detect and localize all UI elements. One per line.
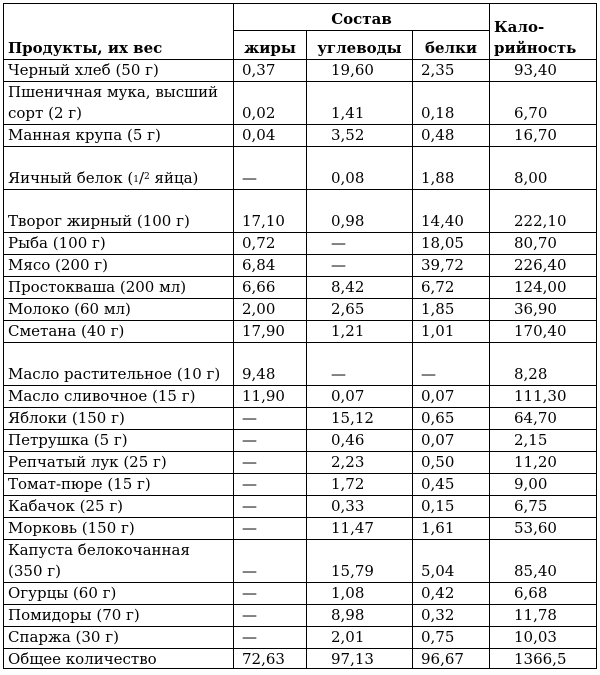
- product-name: Петрушка (5 г): [4, 430, 234, 452]
- nutrition-table: [3, 3, 597, 669]
- carbs-value: 0,08: [307, 147, 413, 190]
- fats-value: 0,37: [234, 60, 307, 82]
- calories-value: 124,00: [490, 277, 597, 299]
- carbs-value: 15,79: [307, 540, 413, 583]
- product-name: Морковь (150 г): [4, 518, 234, 540]
- carbs-value: 1,21: [307, 321, 413, 343]
- proteins-value: 39,72: [413, 255, 490, 277]
- calories-value: 64,70: [490, 408, 597, 430]
- fats-value: 11,90: [234, 386, 307, 408]
- fats-value: —: [234, 474, 307, 496]
- carbs-value: 11,47: [307, 518, 413, 540]
- table-row: [4, 147, 597, 190]
- table-row: [4, 430, 597, 452]
- carbs-value: —: [307, 233, 413, 255]
- proteins-value: 0,65: [413, 408, 490, 430]
- product-name: Творог жирный (100 г): [4, 190, 234, 233]
- table-row: [4, 408, 597, 430]
- total-fats: 72,63: [234, 649, 307, 669]
- product-name: [4, 147, 234, 190]
- fats-value: —: [234, 147, 307, 190]
- proteins-value: 1,88: [413, 147, 490, 190]
- fats-value: 17,90: [234, 321, 307, 343]
- fats-value: 9,48: [234, 343, 307, 386]
- carbs-value: 1,41: [307, 82, 413, 125]
- calories-value: 36,90: [490, 299, 597, 321]
- fraction-denominator: 2: [144, 172, 150, 182]
- table-row: [4, 82, 597, 125]
- product-name: Репчатый лук (25 г): [4, 452, 234, 474]
- product-name: Томат-пюре (15 г): [4, 474, 234, 496]
- proteins-value: 1,61: [413, 518, 490, 540]
- fats-value: 0,72: [234, 233, 307, 255]
- proteins-value: 1,85: [413, 299, 490, 321]
- product-name: Помидоры (70 г): [4, 605, 234, 627]
- total-calories: 1366,5: [490, 649, 597, 669]
- proteins-value: 0,50: [413, 452, 490, 474]
- fats-value: —: [234, 518, 307, 540]
- fats-value: 6,66: [234, 277, 307, 299]
- header-calories-line1: Кало-: [494, 18, 545, 36]
- calories-value: 226,40: [490, 255, 597, 277]
- proteins-value: 0,45: [413, 474, 490, 496]
- product-name: Спаржа (30 г): [4, 627, 234, 649]
- carbs-value: 0,07: [307, 386, 413, 408]
- product-name: Масло сливочное (15 г): [4, 386, 234, 408]
- proteins-value: 14,40: [413, 190, 490, 233]
- carbs-value: 0,98: [307, 190, 413, 233]
- calories-value: 222,10: [490, 190, 597, 233]
- proteins-value: 0,07: [413, 430, 490, 452]
- header-proteins: белки: [413, 31, 490, 60]
- calories-value: 8,28: [490, 343, 597, 386]
- carbs-value: 15,12: [307, 408, 413, 430]
- table-row: [4, 125, 597, 147]
- proteins-value: 2,35: [413, 60, 490, 82]
- table-row: [4, 190, 597, 233]
- table-row: [4, 583, 597, 605]
- proteins-value: 0,18: [413, 82, 490, 125]
- calories-value: 9,00: [490, 474, 597, 496]
- table-row: [4, 233, 597, 255]
- table-row: [4, 386, 597, 408]
- product-name: Простокваша (200 мл): [4, 277, 234, 299]
- table-row: [4, 277, 597, 299]
- carbs-value: 0,33: [307, 496, 413, 518]
- proteins-value: 0,07: [413, 386, 490, 408]
- proteins-value: 0,48: [413, 125, 490, 147]
- fats-value: —: [234, 496, 307, 518]
- proteins-value: 1,01: [413, 321, 490, 343]
- fats-value: —: [234, 408, 307, 430]
- fats-value: 0,02: [234, 82, 307, 125]
- header-products: Продукты, их вес: [4, 4, 234, 60]
- carbs-value: 8,42: [307, 277, 413, 299]
- product-name: Манная крупа (5 г): [4, 125, 234, 147]
- calories-value: 85,40: [490, 540, 597, 583]
- calories-value: 80,70: [490, 233, 597, 255]
- product-name: Рыба (100 г): [4, 233, 234, 255]
- carbs-value: 1,08: [307, 583, 413, 605]
- header-calories-line2: рийность: [494, 39, 577, 57]
- product-name: Кабачок (25 г): [4, 496, 234, 518]
- fats-value: —: [234, 627, 307, 649]
- calories-value: 6,70: [490, 82, 597, 125]
- fraction-numerator: 1: [133, 175, 139, 185]
- fats-value: —: [234, 583, 307, 605]
- proteins-value: 5,04: [413, 540, 490, 583]
- calories-value: 111,30: [490, 386, 597, 408]
- total-proteins: 96,67: [413, 649, 490, 669]
- table-row: [4, 540, 597, 583]
- carbs-value: 2,01: [307, 627, 413, 649]
- product-name-part2: яйца): [149, 169, 199, 187]
- table-row: [4, 627, 597, 649]
- calories-value: 10,03: [490, 627, 597, 649]
- table-row: [4, 496, 597, 518]
- product-name: Сметана (40 г): [4, 321, 234, 343]
- table-row: [4, 60, 597, 82]
- product-name: Черный хлеб (50 г): [4, 60, 234, 82]
- carbs-value: 0,46: [307, 430, 413, 452]
- product-name: Пшеничная мука, высший сорт (2 г): [4, 82, 234, 125]
- carbs-value: 2,23: [307, 452, 413, 474]
- product-name-part1: Яичный белок (: [8, 169, 134, 187]
- carbs-value: 8,98: [307, 605, 413, 627]
- header-composition: Состав: [234, 4, 490, 31]
- fats-value: 6,84: [234, 255, 307, 277]
- proteins-value: 0,32: [413, 605, 490, 627]
- fats-value: —: [234, 452, 307, 474]
- nutrition-table-container: [3, 3, 596, 669]
- carbs-value: —: [307, 255, 413, 277]
- calories-value: 53,60: [490, 518, 597, 540]
- total-row: [4, 649, 597, 669]
- total-label: Общее количество: [4, 649, 234, 669]
- product-name: Молоко (60 мл): [4, 299, 234, 321]
- table-row: [4, 321, 597, 343]
- table-row: [4, 474, 597, 496]
- carbs-value: 19,60: [307, 60, 413, 82]
- calories-value: 6,75: [490, 496, 597, 518]
- calories-value: 6,68: [490, 583, 597, 605]
- carbs-value: 1,72: [307, 474, 413, 496]
- table-row: [4, 605, 597, 627]
- table-row: [4, 255, 597, 277]
- product-name: Масло растительное (10 г): [4, 343, 234, 386]
- fraction-slash: /: [138, 169, 144, 187]
- table-row: [4, 518, 597, 540]
- fats-value: —: [234, 540, 307, 583]
- carbs-value: —: [307, 343, 413, 386]
- proteins-value: 6,72: [413, 277, 490, 299]
- calories-value: 2,15: [490, 430, 597, 452]
- table-row: [4, 343, 597, 386]
- carbs-value: 3,52: [307, 125, 413, 147]
- header-calories: [490, 4, 597, 60]
- table-row: [4, 299, 597, 321]
- fats-value: 17,10: [234, 190, 307, 233]
- header-fats: жиры: [234, 31, 307, 60]
- product-name: Огурцы (60 г): [4, 583, 234, 605]
- fats-value: 2,00: [234, 299, 307, 321]
- calories-value: 16,70: [490, 125, 597, 147]
- header-carbs: углеводы: [307, 31, 413, 60]
- fats-value: —: [234, 430, 307, 452]
- proteins-value: 0,42: [413, 583, 490, 605]
- calories-value: 93,40: [490, 60, 597, 82]
- proteins-value: 18,05: [413, 233, 490, 255]
- proteins-value: 0,75: [413, 627, 490, 649]
- product-name: Мясо (200 г): [4, 255, 234, 277]
- proteins-value: —: [413, 343, 490, 386]
- calories-value: 8,00: [490, 147, 597, 190]
- calories-value: 170,40: [490, 321, 597, 343]
- table-row: [4, 452, 597, 474]
- proteins-value: 0,15: [413, 496, 490, 518]
- product-name: Яблоки (150 г): [4, 408, 234, 430]
- calories-value: 11,78: [490, 605, 597, 627]
- fats-value: 0,04: [234, 125, 307, 147]
- calories-value: 11,20: [490, 452, 597, 474]
- product-name: Капуста белокочанная (350 г): [4, 540, 234, 583]
- total-carbs: 97,13: [307, 649, 413, 669]
- fats-value: —: [234, 605, 307, 627]
- carbs-value: 2,65: [307, 299, 413, 321]
